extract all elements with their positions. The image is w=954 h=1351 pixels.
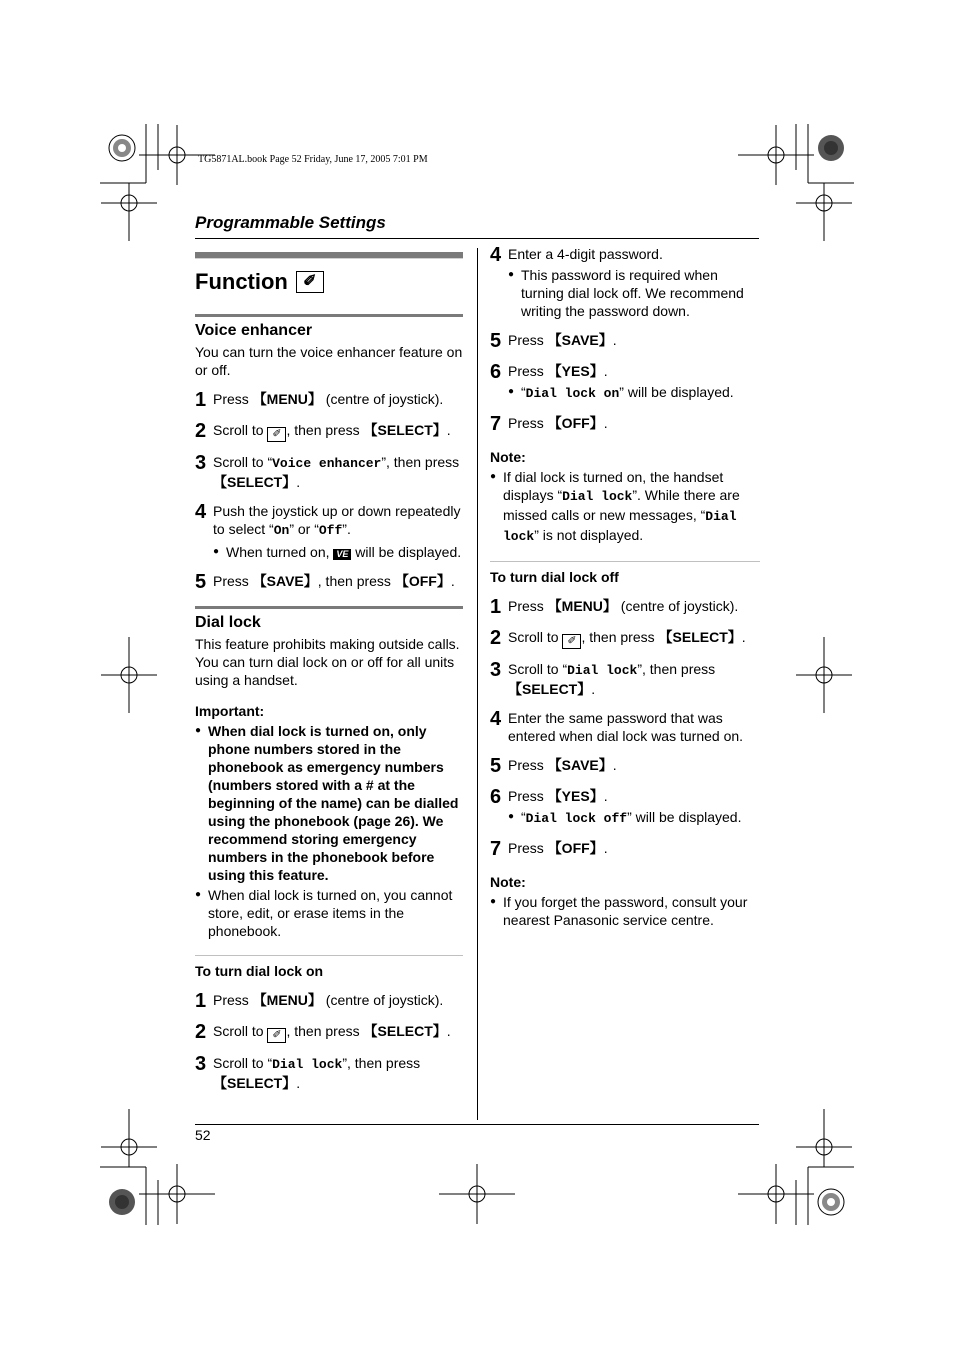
turn-on-heading: To turn dial lock on [195, 963, 324, 979]
section-rule [195, 606, 463, 609]
select-key: 【SELECT】 [658, 629, 742, 645]
left-column [195, 252, 463, 1092]
section-rule [195, 314, 463, 317]
note-label: Note: [490, 874, 526, 890]
list-item: ● If dial lock is turned on, the handset displays “Dial lock”. While there are missed calls or new messages, “Dial lock” is not displayed. [490, 469, 740, 544]
running-header: Programmable Settings [195, 213, 386, 232]
off-key: 【OFF】 [547, 415, 604, 431]
off-step-3: 3 Scroll to “Dial lock”, then press 【SELECT】. [490, 659, 716, 697]
ve-badge-icon: VE [333, 549, 351, 560]
select-key: 【SELECT】 [508, 681, 592, 697]
pencil-icon: ✐ [296, 271, 324, 293]
yes-key: 【YES】 [547, 363, 604, 379]
menu-key: 【MENU】 [547, 598, 617, 614]
thin-rule [490, 561, 760, 562]
off-key: 【OFF】 [394, 573, 451, 589]
select-key: 【SELECT】 [213, 1075, 297, 1091]
page-number: 52 [195, 1127, 211, 1143]
title-rule [195, 252, 463, 259]
voice-enhancer-intro: You can turn the voice enhancer feature on or off. [195, 344, 463, 378]
page-title-text: Function [195, 269, 288, 294]
select-key: 【SELECT】 [363, 422, 447, 438]
on-step-2: 2 Scroll to ✐ , then press 【SELECT】. [195, 1021, 451, 1043]
ve-step-4: 4 Push the joystick up or down repeatedly to select “On” or “Off”. ● When turned on, VE will be displayed. [195, 501, 462, 560]
ve-step-3: 3 Scroll to “Voice enhancer”, then press 【SELECT】. [195, 452, 460, 490]
on-step-5: 5 Press 【SAVE】. [490, 330, 617, 352]
off-step-4: 4 Enter the same password that was entered when dial lock was turned on. [490, 708, 744, 744]
dial-lock-heading: Dial lock [195, 614, 261, 631]
voice-enhancer-heading: Voice enhancer [195, 322, 313, 339]
ve-step-1: 1 Press 【MENU】 (centre of joystick). [195, 389, 444, 411]
menu-key: 【MENU】 [252, 992, 322, 1008]
list-item: ● When dial lock is turned on, only phone numbers stored in the phonebook as emergency numbers (numbers stored with a # at the beginning of the name) can be dialled using the phonebook (page 26). We recommend storing emergency numbers in the phonebook before using this feature. [195, 723, 459, 883]
off-step-7: 7 Press 【OFF】. [490, 838, 608, 860]
save-key: 【SAVE】 [547, 757, 613, 773]
list-item: ● When dial lock is turned on, you cannot store, edit, or erase items in the phonebook. [195, 887, 453, 939]
column-divider [477, 248, 478, 1120]
dial-lock-intro: This feature prohibits making outside calls. You can turn dial lock on or off for all units using a handset. [195, 636, 460, 688]
on-step-1: 1 Press 【MENU】 (centre of joystick). [195, 990, 444, 1012]
pencil-icon: ✐ [562, 634, 581, 649]
print-slug: TG5871AL.book Page 52 Friday, June 17, 2005 7:01 PM [198, 154, 428, 165]
save-key: 【SAVE】 [547, 332, 613, 348]
on-step-6: 6 Press 【YES】. ● “Dial lock on” will be displayed. [490, 362, 760, 403]
list-item: ● When turned on, VE will be displayed. [213, 544, 462, 560]
off-step-2: 2 Scroll to ✐ , then press 【SELECT】. [490, 627, 746, 649]
list-item: ● “Dial lock on” will be displayed. [508, 384, 734, 401]
off-key: 【OFF】 [547, 840, 604, 856]
off-step-5: 5 Press 【SAVE】. [490, 755, 617, 777]
list-item: ● “Dial lock off” will be displayed. [508, 809, 742, 826]
important-label: Important: [195, 703, 265, 719]
ve-step-5: 5 Press 【SAVE】, then press 【OFF】. [195, 571, 455, 593]
off-step-6: 6 Press 【YES】. ● “Dial lock off” will be displayed. [490, 787, 760, 828]
on-step-3: 3 Scroll to “Dial lock”, then press 【SELECT】. [195, 1053, 421, 1091]
on-step-4: 4 Enter a 4-digit password. ● This password is required when turning dial lock off. We recommend writing the password down. [490, 245, 760, 320]
on-step-7: 7 Press 【OFF】. [490, 413, 608, 435]
page-title [195, 269, 463, 295]
note-label: Note: [490, 449, 526, 465]
header-rule [195, 238, 759, 239]
pencil-icon: ✐ [267, 1028, 286, 1043]
footer-rule [195, 1124, 759, 1125]
ve-step-2: 2 Scroll to ✐ , then press 【SELECT】. [195, 420, 451, 442]
thin-rule [195, 955, 463, 956]
right-column [490, 245, 760, 929]
list-item: ● If you forget the password, consult your nearest Panasonic service centre. [490, 894, 748, 928]
select-key: 【SELECT】 [213, 474, 297, 490]
turn-off-heading: To turn dial lock off [490, 569, 619, 585]
select-key: 【SELECT】 [363, 1023, 447, 1039]
save-key: 【SAVE】 [252, 573, 318, 589]
off-step-1: 1 Press 【MENU】 (centre of joystick). [490, 596, 739, 618]
menu-key: 【MENU】 [252, 391, 322, 407]
yes-key: 【YES】 [547, 788, 604, 804]
list-item: ● This password is required when turning dial lock off. We recommend writing the password down. [508, 267, 744, 319]
pencil-icon: ✐ [267, 427, 286, 442]
